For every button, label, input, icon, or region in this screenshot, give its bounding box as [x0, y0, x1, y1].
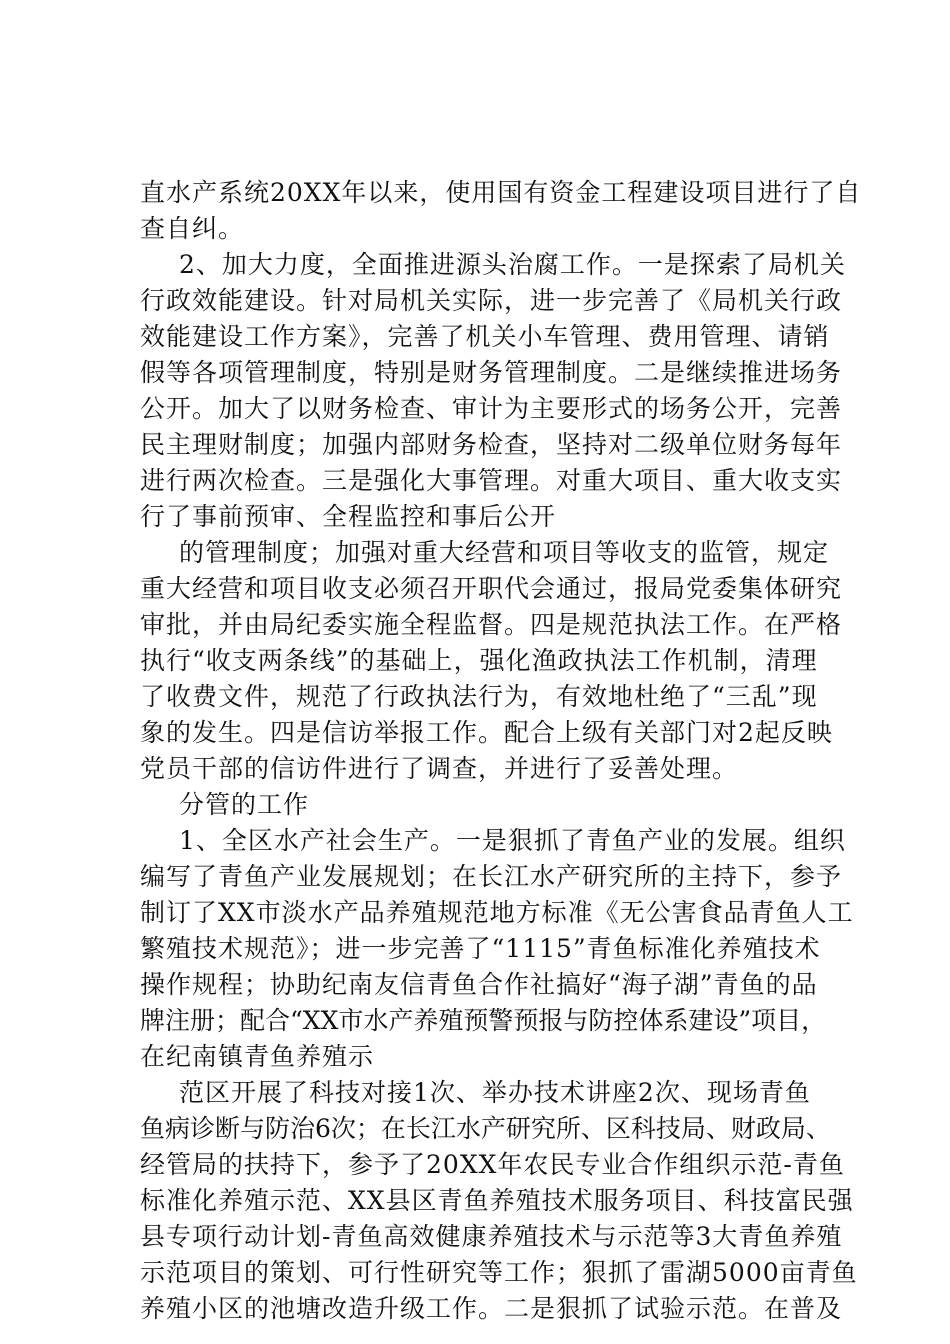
body-text-line: 县专项行动计划-青鱼高效健康养殖技术与示范等3大青鱼养殖: [140, 1222, 843, 1251]
body-text-line: 操作规程；协助纪南友信青鱼合作社搞好“海子湖”青鱼的品: [140, 970, 818, 999]
body-text-line: 鱼病诊断与防治6次；在长江水产研究所、区科技局、财政局、: [140, 1114, 831, 1143]
body-text-line: 编写了青鱼产业发展规划；在长江水产研究所的主持下，参予: [140, 862, 843, 891]
body-text-line: 2、加大力度，全面推进源头治腐工作。一是探索了局机关: [179, 250, 846, 279]
body-text-line: 行政效能建设。针对局机关实际，进一步完善了《局机关行政: [140, 286, 843, 315]
body-text-line: 重大经营和项目收支必须召开职代会通过，报局党委集体研究: [140, 574, 843, 603]
body-text-line: 审批，并由局纪委实施全程监督。四是规范执法工作。在严格: [140, 610, 843, 639]
body-text-line: 养殖小区的池塘改造升级工作。二是狠抓了试验示范。在普及: [140, 1294, 843, 1323]
body-text-line: 的管理制度；加强对重大经营和项目等收支的监管，规定: [179, 538, 830, 567]
section-heading: 分管的工作: [179, 790, 310, 819]
body-text-line: 象的发生。四是信访举报工作。配合上级有关部门对2起反映: [140, 718, 833, 747]
body-text-line: 示范项目的策划、可行性研究等工作；狠抓了雷湖5000亩青鱼: [140, 1258, 858, 1287]
body-text-line: 繁殖技术规范》；进一步完善了“1115”青鱼标准化养殖技术: [140, 934, 821, 963]
body-text-line: 1、全区水产社会生产。一是狠抓了青鱼产业的发展。组织: [179, 826, 846, 855]
body-text-line: 标准化养殖示范、XX县区青鱼养殖技术服务项目、科技富民强: [140, 1186, 854, 1215]
body-text-line: 效能建设工作方案》，完善了机关小车管理、费用管理、请销: [140, 322, 830, 351]
body-text-line: 假等各项管理制度，特别是财务管理制度。二是继续推进场务: [140, 358, 843, 387]
body-text-line: 民主理财制度；加强内部财务检查，坚持对二级单位财务每年: [140, 430, 843, 459]
body-text-line: 了收费文件，规范了行政执法行为，有效地杜绝了“三乱”现: [140, 682, 818, 711]
body-text-line: 党员干部的信访件进行了调查，并进行了妥善处理。: [140, 754, 739, 783]
body-text-line: 执行“收支两条线”的基础上，强化渔政执法工作机制，清理: [140, 646, 818, 675]
body-text-line: 公开。加大了以财务检查、审计为主要形式的场务公开，完善: [140, 394, 843, 423]
body-text-line: 在纪南镇青鱼养殖示: [140, 1042, 375, 1071]
body-text-line: 经管局的扶持下，参予了20XX年农民专业合作组织示范-青鱼: [140, 1150, 845, 1179]
body-text-line: 范区开展了科技对接1次、举办技术讲座2次、现场青鱼: [179, 1078, 811, 1107]
body-text-line: 行了事前预审、全程监控和事后公开: [140, 502, 557, 531]
body-text-line: 直水产系统20XX年以来，使用国有资金工程建设项目进行了自: [140, 178, 862, 207]
body-text-line: 制订了XX市淡水产品养殖规范地方标准《无公害食品青鱼人工: [140, 898, 854, 927]
body-text-line: 查自纠。: [140, 214, 245, 243]
body-text-line: 牌注册；配合“XX市水产养殖预警预报与防控体系建设”项目，: [140, 1006, 827, 1035]
body-text-line: 进行两次检查。三是强化大事管理。对重大项目、重大收支实: [140, 466, 843, 495]
